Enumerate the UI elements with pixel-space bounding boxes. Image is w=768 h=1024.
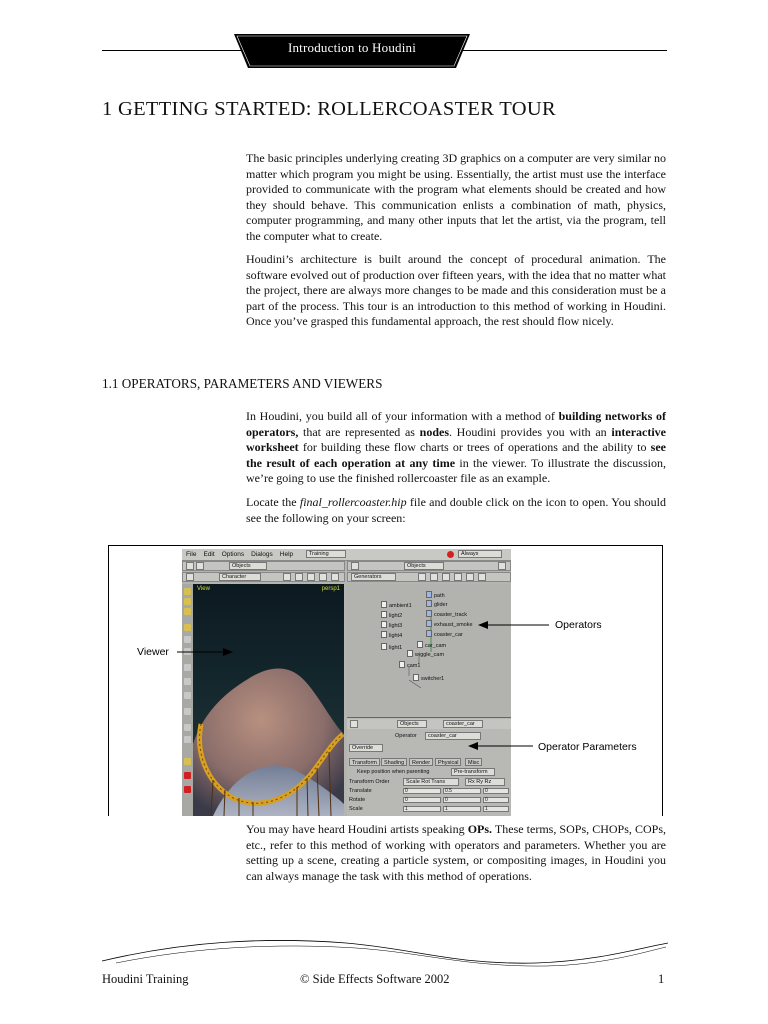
transform-order-label: Transform Order	[349, 779, 390, 785]
page-number: 1	[658, 972, 665, 986]
tool-icon[interactable]	[442, 573, 450, 581]
3d-viewport[interactable]	[193, 584, 344, 816]
paragraph-ops: You may have heard Houdini artists speaking OPs. These terms, SOPs, CHOPs, COPs, etc., refer to this method of working with operators and parameters. Whether you are setting up a scene, creating a particle system, or compositing images, in Houdini you can always manage the task with this method of operations.	[246, 822, 666, 883]
arrow-operator-parameters	[467, 739, 535, 753]
always-select[interactable]: Always	[458, 550, 502, 558]
tool-icon[interactable]	[184, 724, 191, 731]
chapter-title: 1 GETTING STARTED: ROLLERCOASTER TOUR	[102, 98, 556, 120]
node-path[interactable]: path	[426, 591, 445, 599]
filename: final_rollercoaster.hip	[299, 495, 407, 509]
scale-label: Scale	[349, 806, 363, 812]
node-light2[interactable]: light2	[381, 611, 402, 619]
paragraph-networks: In Houdini, you build all of your information with a method of building networks of operators, that are represented as nodes. Houdini provides you with an interactive worksheet for building these flow charts or trees of operations and the ability to see the result of each operation at any time in the viewer. To illustrate the discussion, we’re going to use the finished rollercoaster file as an example.	[246, 409, 667, 486]
tool-icon[interactable]	[466, 573, 474, 581]
rotate-z-field[interactable]: 0	[483, 797, 509, 803]
home-icon[interactable]	[350, 720, 358, 728]
node-car-cam[interactable]: car_cam	[417, 641, 446, 649]
paragraph-architecture: Houdini’s architecture is built around the concept of procedural animation. The software evolved out of production over fifteen years, with the idea that no matter what the project, there are always more changes to be made and this consideration must be a part of the process. This tour is an introduction to this method of working in Houdini. Once you’ve grasped this fundamental approach, the rest should flow nicely.	[246, 252, 666, 329]
tool-icon[interactable]	[184, 678, 191, 685]
viewer-toolbar-2	[182, 572, 345, 582]
pretransform-button[interactable]: Pre-transform	[451, 768, 495, 776]
tool-icon[interactable]	[478, 573, 486, 581]
camera-label: persp1	[321, 586, 340, 592]
translate-label: Translate	[349, 788, 372, 794]
footer-wave	[96, 935, 672, 971]
node-exhaust-smoke[interactable]: exhaust_smoke	[426, 620, 473, 628]
tool-icon[interactable]	[184, 786, 191, 793]
section-title: 1.1 OPERATORS, PARAMETERS AND VIEWERS	[102, 376, 383, 391]
arrow-operators	[477, 618, 551, 632]
network-editor[interactable]	[347, 584, 511, 716]
tool-icon[interactable]	[184, 736, 191, 743]
node-glider[interactable]: glider	[426, 600, 447, 608]
viewer-path-field[interactable]: Objects	[229, 562, 267, 570]
scale-z-field[interactable]: 1	[483, 806, 509, 812]
tab-physical[interactable]: Physical	[435, 758, 461, 766]
rotate-label: Rotate	[349, 797, 366, 803]
tool-icon[interactable]	[184, 588, 191, 595]
viewer-toolbar	[182, 561, 345, 571]
paragraph-locate-file: Locate the final_rollercoaster.hip file and double click on the icon to open. You should see the following on your screen:	[246, 495, 666, 525]
rollercoaster-render	[193, 584, 344, 816]
tool-icon[interactable]	[184, 608, 191, 615]
tab-transform[interactable]: Transform	[349, 758, 380, 766]
tool-icon[interactable]	[307, 573, 315, 581]
tool-icon[interactable]	[184, 758, 191, 765]
param-node-field[interactable]: coaster_car	[443, 720, 483, 728]
character-select[interactable]: Character	[219, 573, 261, 581]
header-title: Introduction to Houdini	[287, 40, 417, 55]
tool-icon[interactable]	[283, 573, 291, 581]
menu-edit[interactable]: Edit	[203, 551, 215, 558]
node-light1[interactable]: light1	[381, 643, 402, 651]
node-coaster-track[interactable]: coaster_track	[426, 610, 467, 618]
scale-x-field[interactable]: 1	[403, 806, 441, 812]
scale-y-field[interactable]: 1	[443, 806, 481, 812]
param-path-field[interactable]: Objects	[397, 720, 427, 728]
select-tool-icon[interactable]	[186, 573, 194, 581]
tab-misc[interactable]: Misc	[465, 758, 482, 766]
tab-render[interactable]: Render	[409, 758, 433, 766]
desk-select[interactable]: Training	[306, 550, 346, 558]
override-select[interactable]: Override	[349, 744, 383, 752]
houdini-screenshot	[182, 549, 511, 816]
tool-icon[interactable]	[430, 573, 438, 581]
back-icon[interactable]	[196, 562, 204, 570]
tool-icon[interactable]	[454, 573, 462, 581]
home-icon[interactable]	[351, 562, 359, 570]
viewport-label: View	[197, 586, 210, 592]
tab-shading[interactable]: Shading	[381, 758, 407, 766]
generators-select[interactable]: Generators	[351, 573, 396, 581]
tool-icon[interactable]	[184, 624, 191, 631]
callout-operators: Operators	[555, 619, 602, 631]
menu-dialogs[interactable]: Dialogs	[251, 551, 273, 558]
param-toolbar	[347, 719, 511, 729]
tool-icon[interactable]	[184, 692, 191, 699]
tool-icon[interactable]	[295, 573, 303, 581]
network-toolbar-2	[347, 572, 511, 582]
tool-icon[interactable]	[184, 708, 191, 715]
header-rule-left	[102, 50, 242, 51]
tool-icon[interactable]	[184, 664, 191, 671]
footer-copyright: © Side Effects Software 2002	[300, 972, 450, 986]
record-icon[interactable]	[447, 551, 454, 558]
callout-viewer: Viewer	[137, 646, 169, 658]
node-ambient1[interactable]: ambient1	[381, 601, 412, 609]
keep-position-checkbox[interactable]: Keep position when parenting	[357, 769, 430, 775]
translate-z-field[interactable]: 0	[483, 788, 509, 794]
help-icon[interactable]	[498, 562, 506, 570]
translate-x-field[interactable]: 0	[403, 788, 441, 794]
tool-icon[interactable]	[184, 598, 191, 605]
network-toolbar	[347, 561, 511, 571]
rotation-order-select[interactable]: Rx Ry Rz	[465, 778, 505, 786]
home-icon[interactable]	[186, 562, 194, 570]
menu-bar	[182, 549, 511, 561]
menu-file[interactable]: File	[186, 551, 197, 558]
menu-help[interactable]: Help	[279, 551, 294, 558]
transform-order-select[interactable]: Scale Rot Trans	[403, 778, 459, 786]
paragraph-intro: The basic principles underlying creating 3D graphics on a computer are very similar no matter which program you might be using. Essentially, the artist must use the interface provided to communicate with the program what elements should be created and how they should behave. This communication enlists a combination of math, physics, computer programming, and many other inputs that let the artist, via the program, tell the computer what to create.	[246, 151, 666, 243]
tool-icon[interactable]	[184, 772, 191, 779]
rotate-x-field[interactable]: 0	[403, 797, 441, 803]
operator-label: Operator	[395, 733, 417, 739]
operator-name-field[interactable]: coaster_car	[425, 732, 481, 740]
callout-operator-parameters: Operator Parameters	[538, 741, 637, 753]
node-switcher1[interactable]: switcher1	[413, 674, 444, 682]
node-coaster-car[interactable]: coaster_car	[426, 630, 463, 638]
menu-options[interactable]: Options	[221, 551, 245, 558]
tool-icon[interactable]	[418, 573, 426, 581]
parameter-pane	[347, 717, 511, 816]
screenshot-figure	[108, 545, 663, 816]
tool-icon[interactable]	[331, 573, 339, 581]
footer-left: Houdini Training	[102, 972, 189, 986]
node-light3[interactable]: light3	[381, 621, 402, 629]
arrow-viewer	[175, 645, 235, 659]
network-path-field[interactable]: Objects	[404, 562, 444, 570]
header-rule-right	[462, 50, 667, 51]
node-cam1[interactable]: cam1	[399, 661, 420, 669]
rotate-y-field[interactable]: 0	[443, 797, 481, 803]
node-light4[interactable]: light4	[381, 631, 402, 639]
translate-y-field[interactable]: 0.5	[443, 788, 481, 794]
tool-icon[interactable]	[184, 636, 191, 643]
node-wiggle-cam[interactable]: wiggle_cam	[407, 650, 444, 658]
tool-icon[interactable]	[319, 573, 327, 581]
